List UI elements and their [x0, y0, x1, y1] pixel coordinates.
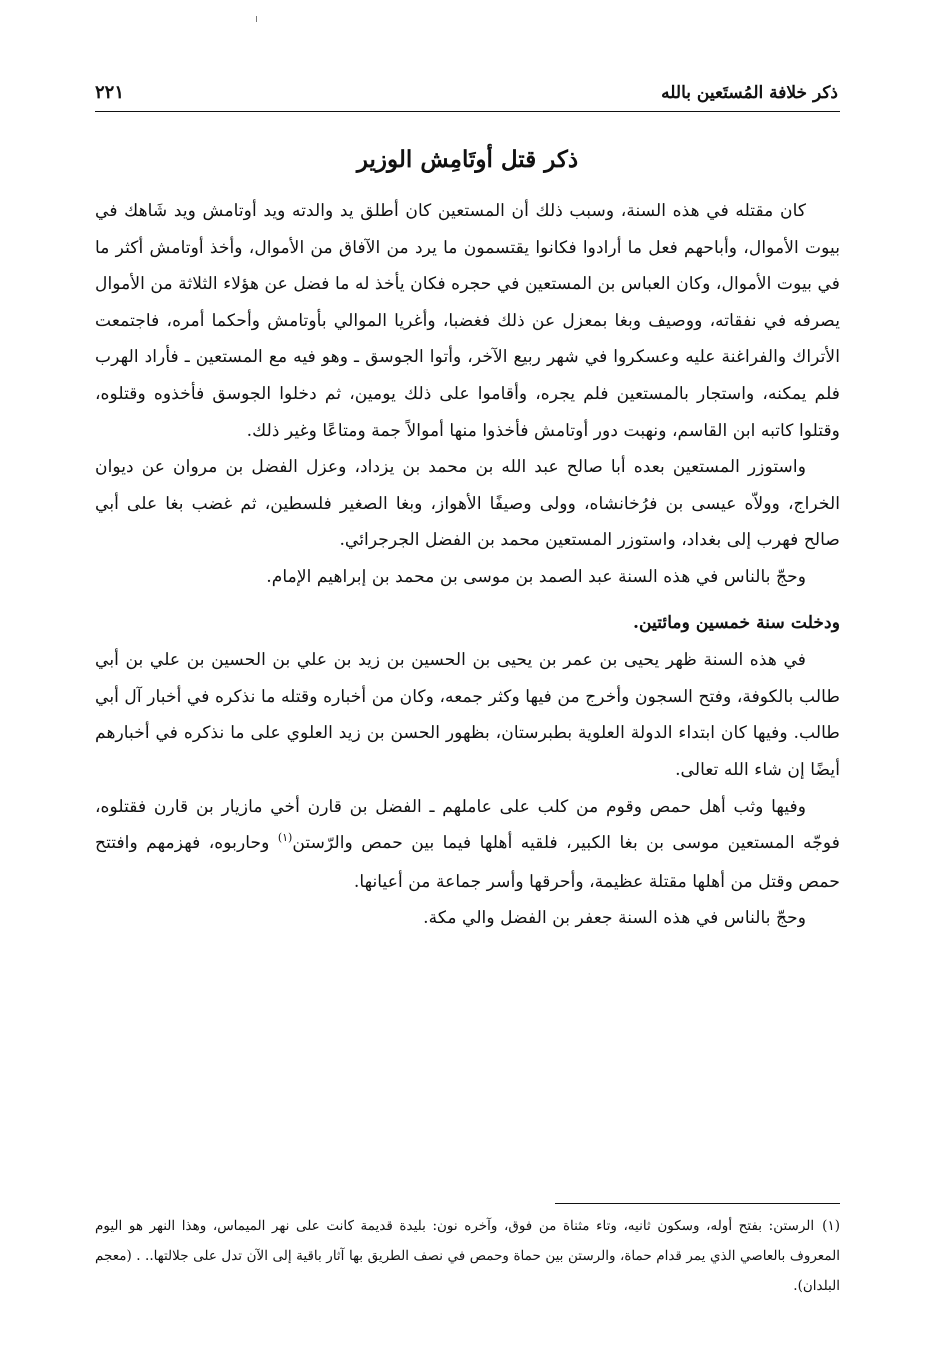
- paragraph-pilgrimage-250: وحجّ بالناس في هذه السنة جعفر بن الفضل والي مكة.: [423, 908, 806, 929]
- section-title: ذكر قتل أوتَامِش الوزير: [356, 146, 579, 173]
- footnote-text: الرستن: بفتح أوله، وسكون ثانيه، وتاء مثناة من فوق، وآخره نون: بليدة قديمة كانت على نهر الميماس، وهذا النهر هو اليوم المعروف بالعاصي الذي يمر قدام حماة، والرستن بين حماة وحمص في نصف الطريق بها آثار باقية إلى الآن تدل على جلالتها.. . (معجم البلدان).: [95, 1218, 840, 1294]
- homs-text-before-ref: وفيها وثب أهل حمص وقوم من كلب على عاملهم ـ الفضل بن قارن أخي مازيار بن قارن فقتلوه، فوجّه المستعين موسى بن بغا الكبير، فلقيه أهلها فيما بين حمص والرّستن: [95, 796, 840, 854]
- paragraph-yahya-revolt: في هذه السنة ظهر يحيى بن عمر بن يحيى بن الحسين بن زيد بن علي بن الحسين بن علي بن أبي طالب بالكوفة، وفتح السجون وأخرج من فيها وكثر جمعه، وكان من أخباره وقتله ما نذكره في أخبار آل أبي طالب. وفيها كان ابتداء الدولة العلوية بطبرستان، بظهور الحسن بن زيد العلوي على ما نذكره في أخبارهم أيضًا إن شاء الله تعالى.: [95, 650, 840, 780]
- footnote: [95, 1211, 840, 1301]
- paragraph-homs-revolt: [95, 789, 840, 901]
- paragraph-pilgrimage-249: وحجّ بالناس في هذه السنة عبد الصمد بن موسى بن محمد بن إبراهيم الإمام.: [266, 566, 806, 587]
- page-number: ٢٢١: [95, 82, 125, 103]
- homs-text-after-ref: وحاربوه، فهزمهم وافتتح حمص وقتل من أهلها مقتلة عظيمة، وأحرقها وأسر جماعة من أعيانها.: [95, 833, 840, 892]
- running-title: ذكر خلافة المُستَعين بالله: [661, 83, 838, 103]
- main-text: [95, 193, 840, 937]
- paragraph-vizierate: واستوزر المستعين بعده أبا صالح عبد الله بن محمد بن يزداد، وعزل الفضل بن مروان عن ديوان الخراج، وولاّه عيسى بن فرُخانشاه، وولى وصيفًا الأهواز، وبغا الصغير فلسطين، ثم غضب بغا على أبي صالح فهرب إلى بغداد، واستوزر المستعين محمد بن الفضل الجرجرائي.: [95, 457, 840, 551]
- header-rule: [95, 111, 840, 112]
- footnote-rule: [555, 1203, 840, 1204]
- printer-mark: [256, 16, 257, 22]
- footnote-reference[interactable]: (١): [277, 831, 293, 845]
- year-subheading: ودخلت سنة خمسين ومائتين.: [632, 612, 840, 633]
- running-head: [95, 78, 838, 112]
- footnote-marker: (١): [822, 1218, 840, 1234]
- paragraph-otamish-killing: كان مقتله في هذه السنة، وسبب ذلك أن المستعين كان أطلق يد والدته ويد أوتامش ويد شَاهك في بيوت الأموال، وأباحهم فعل ما أرادوا فكانوا يقتسمون ما يرد من الآفاق من الأموال، وأخذ أوتامش أكثر ما في بيوت الأموال، وكان العباس بن المستعين في حجره فكان يأخذ له ما فضل عن هؤلاء الثلاثة من الأموال يصرفه في نفقاته، ووصيف وبغا بمعزل عن ذلك فغضبا، وأغريا الموالي بأوتامش وأحكما أمره، فاجتمعت الأتراك والفراغنة عليه وعسكروا في شهر ربيع الآخر، وأتوا الجوسق ـ وهو فيه مع المستعين ـ فأراد الهرب فلم يمكنه، واستجار بالمستعين فلم يجره، وأقاموا على ذلك يومين، ثم دخلوا الجوسق فأخذوه وقتلوه، وقتلوا كاتبه ابن القاسم، ونهبت دور أوتامش فأخذوا منها أموالاً جمة ومتاعًا وغير ذلك.: [95, 201, 840, 441]
